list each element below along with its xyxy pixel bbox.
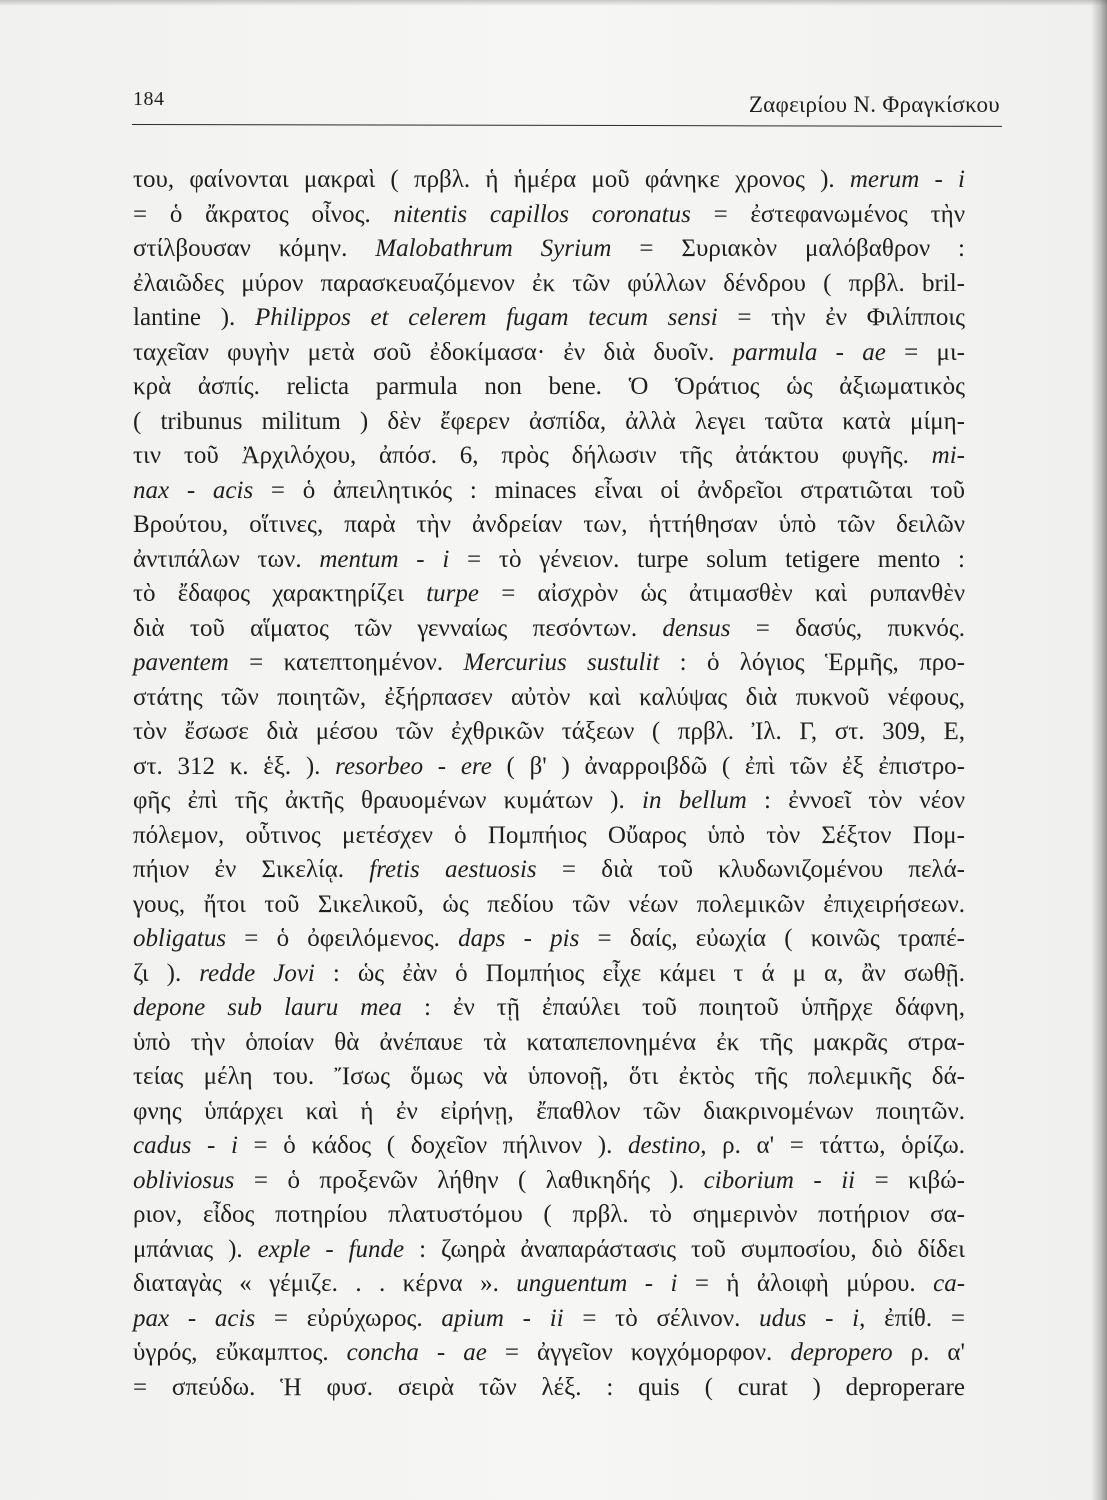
- text-run: lantine ).: [133, 304, 255, 331]
- text-line: [133, 1060, 965, 1095]
- text-run: του, φαίνονται μακραὶ ( πρβλ. ἡ ἡμέρα μοῦ φάνηκε χρονος ).: [133, 166, 850, 193]
- text-line: [133, 991, 965, 1026]
- text-run: ὑγρός, εὔκαμπτος.: [133, 1339, 347, 1366]
- text-line: [133, 1233, 965, 1268]
- text-run: κρὰ ἀσπίς. relicta parmula non bene. Ὁ Ὁράτιος ὡς ἀξιωματικὸς: [133, 373, 965, 400]
- text-line: [133, 922, 965, 957]
- text-line: [133, 370, 965, 405]
- latin-term: nax - acis: [133, 476, 254, 504]
- text-run: = δασύς, πυκνός.: [730, 614, 965, 642]
- text-run: ( β' ) ἀναρροιβδῶ ( ἐπὶ τῶν ἐξ ἐπιστρο-: [491, 752, 965, 780]
- text-line: [133, 439, 965, 474]
- text-run: ρ. α': [892, 1339, 965, 1366]
- latin-term: redde Jovi: [199, 959, 315, 987]
- text-line: [133, 1026, 965, 1061]
- text-run: = ἡ ἀλοιφὴ μύρου.: [677, 1270, 934, 1297]
- latin-term: destino: [628, 1132, 701, 1159]
- text-line: [133, 646, 965, 681]
- text-run: ἐλαιῶδες μύρον παρασκευαζόμενον ἐκ τῶν φύλλων δένδρου ( πρβλ. bril-: [133, 269, 965, 297]
- text-run: ὑπὸ τὴν ὁποίαν θὰ ἀνέπαυε τὰ καταπεπονημένα ἐκ τῆς μακρᾶς στρα-: [133, 1028, 965, 1056]
- text-run: = ὁ ὀφειλόμενος.: [226, 925, 459, 952]
- latin-term: mentum - i: [319, 545, 450, 573]
- latin-term: obliviosus: [133, 1166, 235, 1194]
- text-run: τιν τοῦ Ἀρχιλόχου, ἀπόσ. 6, πρὸς δήλωσιν τῆς ἀτάκτου φυγῆς.: [133, 442, 932, 469]
- latin-term: pax - acis: [133, 1304, 256, 1332]
- text-run: = ἐστεφανωμένος τὴν: [690, 200, 966, 228]
- text-body: [133, 163, 965, 1405]
- text-run: τὸ ἔδαφος χαρακτηρίζει: [133, 580, 427, 607]
- text-line: [133, 405, 965, 440]
- text-run: φνης ὑπάρχει καὶ ἡ ἐν εἰρήνῃ, ἔπαθλον τῶν διακρινομένων ποιητῶν.: [133, 1097, 965, 1125]
- text-line: [133, 1164, 965, 1199]
- latin-term: in bellum: [642, 787, 747, 814]
- text-line: [133, 301, 965, 336]
- text-run: : ζωηρὰ ἀναπαράστασις τοῦ συμποσίου, διὸ δίδει: [404, 1235, 965, 1263]
- latin-term: mi-: [931, 442, 965, 469]
- text-line: [133, 1267, 965, 1302]
- latin-term: cadus - i: [133, 1132, 238, 1159]
- latin-term: resorbeo - ere: [335, 752, 492, 780]
- text-line: [133, 1371, 965, 1406]
- text-run: : ἐν τῇ ἐπαύλει τοῦ ποιητοῦ ὑπῆρχε δάφνη,: [401, 994, 965, 1021]
- text-line: [133, 888, 965, 923]
- latin-term: exple - funde: [257, 1235, 405, 1263]
- text-run: πόλεμον, οὗτινος μετέσχεν ὁ Πομπήιος Οὔαρος ὑπὸ τὸν Σέξτον Πομ-: [133, 821, 965, 849]
- text-run: Βρούτου, οἵτινες, παρὰ τὴν ἀνδρείαν των, ἡττήθησαν ὑπὸ τῶν δειλῶν: [133, 511, 965, 538]
- text-run: , ἐπίθ. =: [859, 1304, 966, 1332]
- text-run: = κατεπτοημένον.: [228, 649, 464, 676]
- text-run: = ὁ κάδος ( δοχεῖον πήλινον ).: [237, 1132, 629, 1159]
- latin-term: apium - ii: [441, 1304, 564, 1332]
- text-line: [133, 336, 965, 371]
- text-run: : ὁ λόγιος Ἑρμῆς, προ-: [659, 649, 966, 676]
- text-line: [133, 163, 965, 198]
- latin-term: concha - ae: [346, 1339, 487, 1366]
- text-line: [133, 1095, 965, 1130]
- text-run: ἀντιπάλων των.: [133, 545, 320, 573]
- latin-term: fretis aestuosis: [369, 856, 537, 883]
- text-line: [133, 750, 965, 785]
- text-line: [133, 819, 965, 854]
- text-line: [133, 957, 965, 992]
- text-line: [133, 577, 965, 612]
- text-line: [133, 474, 965, 509]
- text-run: = ὁ ἄκρατος οἶνος.: [133, 200, 394, 228]
- text-run: γους, ἤτοι τοῦ Σικελικοῦ, ὡς πεδίου τῶν νέων πολεμικῶν ἐπιχειρήσεων.: [133, 890, 965, 918]
- latin-term: Malobathrum Syrium: [375, 235, 612, 262]
- text-line: [133, 267, 965, 302]
- text-run: φῆς ἐπὶ τῆς ἀκτῆς θραυομένων κυμάτων ).: [133, 787, 643, 814]
- text-run: τείας μέλη του. Ἴσως ὅμως νὰ ὑπονοῇ, ὅτι ἐκτὸς τῆς πολεμικῆς δά-: [133, 1063, 965, 1090]
- text-line: [133, 232, 965, 267]
- text-run: = εὐρύχωρος.: [255, 1304, 442, 1332]
- text-run: : ὡς ἐὰν ὁ Πομπήιος εἶχε κάμει τ ά μ α, ἂν σωθῇ.: [314, 959, 965, 987]
- latin-term: depone sub lauru mea: [133, 994, 402, 1021]
- text-run: , ρ. α' = τάττω, ὁρίζω.: [700, 1132, 965, 1159]
- text-run: ταχεῖαν φυγὴν μετὰ σοῦ ἐδοκίμασα· ἐν διὰ δυοῖν.: [133, 338, 733, 366]
- latin-term: merum - i: [849, 166, 965, 193]
- latin-term: Mercurius sustulit: [463, 649, 660, 676]
- text-line: [133, 1302, 965, 1337]
- latin-term: densus: [662, 614, 731, 642]
- latin-term: paventem: [133, 649, 229, 676]
- text-run: = τὸ γένειον. turpe solum tetigere mento :: [449, 545, 965, 573]
- latin-term: udus - i: [759, 1304, 860, 1332]
- latin-term: nitentis capillos coronatus: [393, 200, 691, 228]
- latin-term: unguentum - i: [516, 1270, 678, 1297]
- latin-term: daps - pis: [458, 925, 580, 952]
- text-line: [133, 1198, 965, 1233]
- text-run: = αἰσχρὸν ὡς ἀτιμασθὲν καὶ ρυπανθὲν: [478, 580, 965, 607]
- text-run: = διὰ τοῦ κλυδωνιζομένου πελά-: [536, 856, 965, 883]
- text-run: = κιβώ-: [855, 1166, 965, 1194]
- text-run: τὸν ἔσωσε διὰ μέσου τῶν ἐχθρικῶν τάξεων ( πρβλ. Ἰλ. Γ, στ. 309, Ε,: [133, 718, 965, 745]
- text-run: = ὁ προξενῶν λήθην ( λαθικηδής ).: [234, 1166, 704, 1194]
- text-line: [133, 543, 965, 578]
- latin-term: parmula - ae: [732, 338, 886, 366]
- header-rule: [132, 124, 1002, 127]
- running-head: Ζαφειρίου Ν. Φραγκίσκου: [748, 92, 1000, 117]
- latin-term: Philippos et celerem fugam tecum sensi: [254, 304, 718, 331]
- latin-term: obligatus: [133, 925, 227, 952]
- text-run: = τὸ σέλινον.: [563, 1304, 760, 1332]
- text-run: διὰ τοῦ αἵματος τῶν γενναίως πεσόντων.: [133, 614, 663, 642]
- text-line: [133, 198, 965, 233]
- latin-term: turpe: [426, 580, 479, 607]
- text-run: στάτης τῶν ποιητῶν, ἐξήρπασεν αὐτὸν καὶ καλύψας διὰ πυκνοῦ νέφους,: [133, 683, 965, 711]
- text-run: ζι ).: [133, 959, 200, 987]
- text-run: πήιον ἐν Σικελίᾳ.: [133, 856, 370, 883]
- text-run: = ἀγγεῖον κογχόμορφον.: [486, 1339, 791, 1366]
- text-run: = μι-: [885, 338, 965, 366]
- text-line: [133, 1129, 965, 1164]
- latin-term: ca-: [933, 1270, 966, 1297]
- text-run: ριον, εἶδος ποτηρίου πλατυστόμου ( πρβλ. τὸ σημερινὸν ποτήριον σα-: [133, 1201, 965, 1228]
- text-run: = δαίς, εὐωχία ( κοινῶς τραπέ-: [579, 925, 965, 952]
- text-run: διαταγὰς « γέμιζε. . . κέρνα ».: [133, 1270, 517, 1297]
- text-run: : ἐννοεῖ τὸν νέον: [746, 787, 966, 814]
- latin-term: ciborium - ii: [703, 1166, 856, 1194]
- text-run: = Συριακὸν μαλόβαθρον :: [611, 235, 965, 262]
- text-line: [133, 853, 965, 888]
- text-line: [133, 715, 965, 750]
- page-number: 184: [133, 88, 165, 110]
- text-run: = σπεύδω. Ἡ φυσ. σειρὰ τῶν λέξ. : quis ( curat ) deproperare: [133, 1373, 965, 1401]
- text-line: [133, 681, 965, 716]
- text-line: [133, 508, 965, 543]
- text-line: [133, 612, 965, 647]
- text-line: [133, 784, 965, 819]
- text-run: στίλβουσαν κόμην.: [133, 235, 376, 262]
- text-run: μπάνιας ).: [133, 1235, 258, 1263]
- text-line: [133, 1336, 965, 1371]
- scan-shadow-right: [1091, 0, 1107, 1500]
- latin-term: depropero: [790, 1339, 893, 1366]
- text-run: ( tribunus militum ) δὲν ἔφερεν ἀσπίδα, ἀλλὰ λεγει ταῦτα κατὰ μίμη-: [133, 407, 965, 435]
- text-run: = ὁ ἀπειλητικός : minaces εἶναι οἱ ἀνδρεῖοι στρατιῶται τοῦ: [253, 476, 965, 504]
- scan-shadow-top: [0, 0, 1107, 6]
- text-run: στ. 312 κ. ἑξ. ).: [133, 752, 336, 780]
- text-run: = τὴν ἐν Φιλίπποις: [717, 304, 965, 331]
